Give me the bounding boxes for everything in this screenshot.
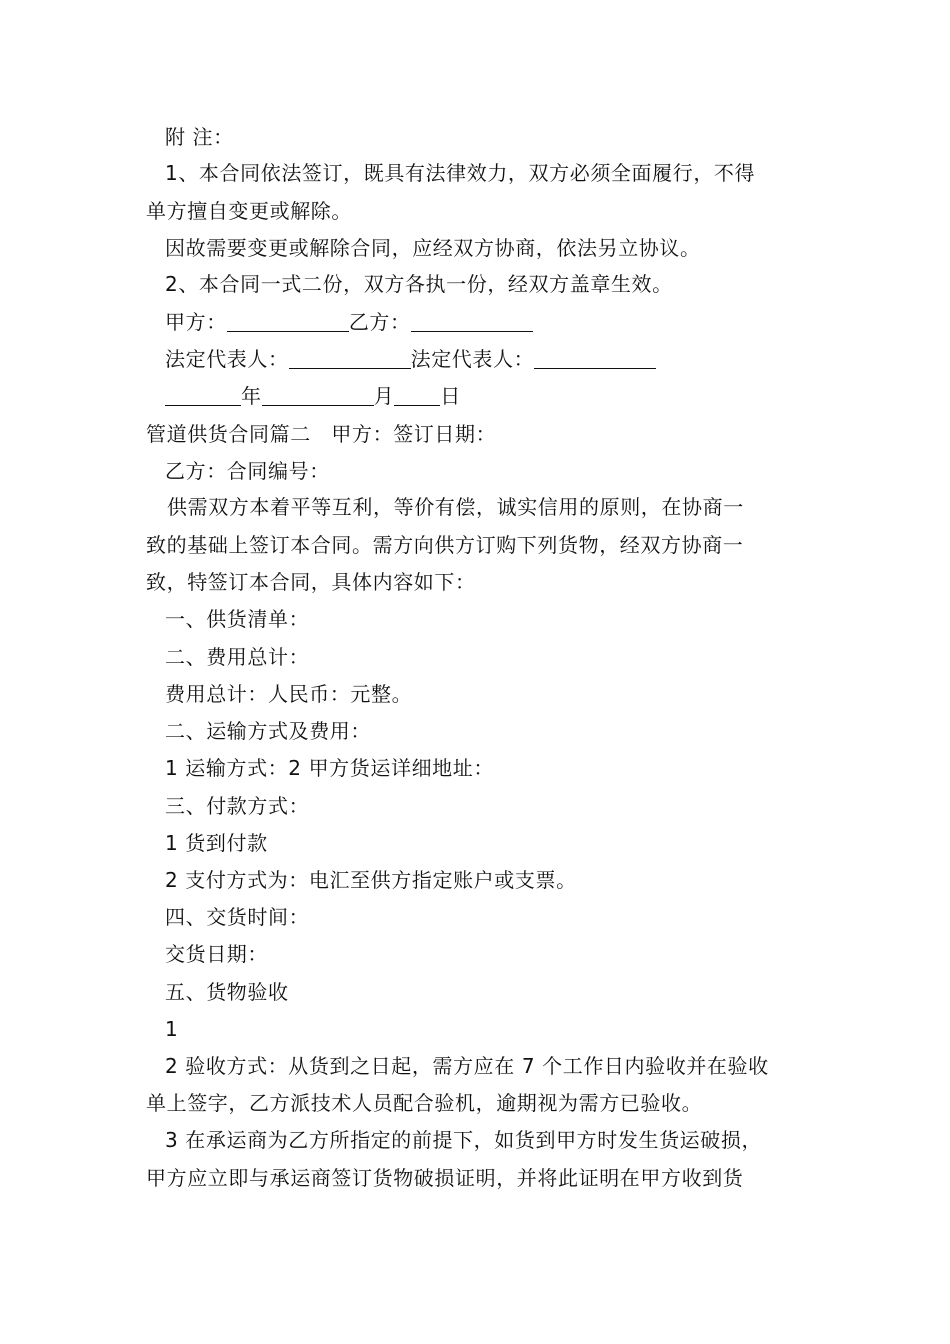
item5-delivery-time: 四、交货时间： (165, 905, 310, 929)
item6-detail2-line2: 单上签字，乙方派技术人员配合验机，逾期视为需方已验收。 (146, 1091, 703, 1115)
note-heading: 附 注： (165, 125, 234, 149)
item3-detail: 1 运输方式：2 甲方货运详细地址： (165, 756, 494, 780)
item2-total-cost: 二、费用总计： (165, 645, 310, 669)
item6-detail3-line2: 甲方应立即与承运商签订货物破损证明，并将此证明在甲方收到货 (146, 1166, 744, 1190)
year-label: 年 (241, 384, 262, 408)
party-a-blank (227, 311, 349, 332)
clause1-line2: 单方擅自变更或解除。 (146, 199, 352, 223)
section2-header: 管道供货合同篇二 甲方：签订日期： (146, 422, 497, 446)
item6-detail3-line1: 3 在承运商为乙方所指定的前提下，如货到甲方时发生货运破损， (165, 1128, 763, 1152)
party-a-label: 甲方： (165, 310, 227, 334)
rep-a-label: 法定代表人： (165, 347, 289, 371)
item4-detail1: 1 货到付款 (165, 831, 268, 855)
item4-detail2: 2 支付方式为：电汇至供方指定账户或支票。 (165, 868, 577, 892)
clause1-line3: 因故需要变更或解除合同，应经双方协商，依法另立协议。 (165, 236, 701, 260)
intro-line1: 供需双方本着平等互利，等价有偿，诚实信用的原则，在协商一 (167, 495, 744, 519)
intro-line3: 致，特签订本合同，具体内容如下： (146, 570, 476, 594)
clause1-line1: 1、本合同依法签订，既具有法律效力，双方必须全面履行，不得 (165, 161, 756, 185)
item6-num: 1 (165, 1017, 179, 1041)
month-label: 月 (373, 384, 395, 408)
rep-a-blank (289, 348, 411, 369)
item4-payment: 三、付款方式： (165, 794, 310, 818)
item1-supply-list: 一、供货清单： (165, 607, 310, 631)
day-label: 日 (440, 384, 461, 408)
year-blank (165, 385, 241, 406)
signature-reps-line (165, 347, 656, 371)
party-b-label: 乙方： (348, 310, 411, 334)
rep-b-blank (534, 348, 656, 369)
day-blank (394, 385, 440, 406)
rep-b-label: 法定代表人： (410, 347, 535, 371)
signature-date-line (165, 384, 461, 408)
item6-inspection: 五、货物验收 (165, 980, 289, 1004)
item3-transport: 二、运输方式及费用： (165, 719, 371, 743)
intro-line2: 致的基础上签订本合同。需方向供方订购下列货物，经双方协商一 (146, 533, 744, 557)
clause2: 2、本合同一式二份，双方各执一份，经双方盖章生效。 (165, 272, 673, 296)
item6-detail2-line1: 2 验收方式：从货到之日起，需方应在 7 个工作日内验收并在验收 (165, 1054, 769, 1078)
item2-detail: 费用总计：人民币：元整。 (165, 682, 413, 706)
month-blank (262, 385, 374, 406)
party-b-line: 乙方：合同编号： (165, 459, 330, 483)
item5-detail: 交货日期： (165, 942, 268, 966)
party-b-blank (411, 311, 533, 332)
signature-parties-line (165, 310, 533, 334)
